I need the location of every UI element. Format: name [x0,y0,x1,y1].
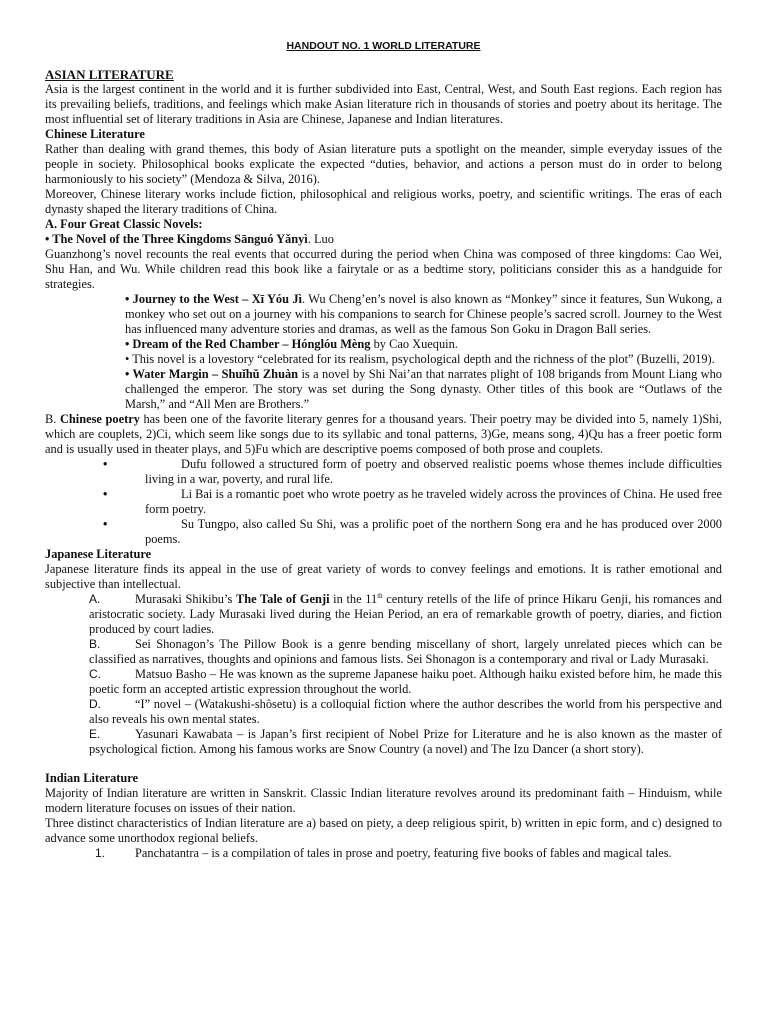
poet-item [103,487,722,517]
asian-literature-heading: ASIAN LITERATURE [45,67,174,82]
novel-journey-west-title: • Journey to the West – Xī Yóu Jì [125,292,302,306]
indian-paragraph-2: Three distinct characteristics of Indian literature are a) based on piety, a deep religious spirit, b) written in epic form, and c) designed to advance some unorthodox regional beliefs. [45,816,722,845]
poetry-prefix: B. [45,412,60,426]
chinese-literature-heading: Chinese Literature [45,127,145,141]
list-marker: A. [89,592,101,606]
chinese-paragraph-1: Rather than dealing with grand themes, this body of Asian literature puts a spotlight on the meander, simple everyday issues of the people in society. Philosophical books explicate the expected “duties, behavior, and actions a person must do in order to belong harmoniously to his society” (Mendoza & Silva, 2016). [45,142,722,186]
japanese-literature-heading: Japanese Literature [45,547,152,561]
list-text: Murasaki Shikibu’s [135,592,236,606]
asian-intro-paragraph: Asia is the largest continent in the world and it is further subdivided into East, Central, West, and South East regions. Each region has its prevailing beliefs, traditions, and feelings which make Asian literature rich in thousands of stories and poetry about its heritage. The most influential set of literary traditions in Asia are Chinese, Japanese and Indian literatures. [45,82,722,126]
tale-of-genji-title: The Tale of Genji [235,592,330,606]
japanese-intro: Japanese literature finds its appeal in the use of great variety of words to convey feelings and emotions. It is rather emotional and subjective than intellectual. [45,562,722,591]
poetry-term: Chinese poetry [59,412,140,426]
bullet-icon: • [103,487,108,501]
japanese-list-item [89,637,722,667]
japanese-list-item [89,667,722,697]
list-text: Matsuo Basho – He was known as the supreme Japanese haiku poet. Although haiku existed before him, he made this poetic form an accepted artistic expression throughout the world. [89,667,722,696]
list-marker: 1. [95,846,106,860]
list-text: Sei Shonagon’s The Pillow Book is a genre bending miscellany of short, largely unrelated pieces which can be classified as narratives, thoughts and opinions and famous lists. Sei Shonagon is a contemporary and rival or Lady Murasaki. [89,637,722,666]
novel-three-kingdoms-author: . Luo [307,232,334,246]
novels-indented-block [125,292,722,412]
poet-item [103,457,722,487]
novel-journey-west [125,292,722,337]
novel-three-kingdoms-title: • The Novel of the Three Kingdoms Sānguó Yǎnyì [45,232,308,246]
list-marker: B. [89,637,101,651]
indian-list-item [95,846,722,861]
novel-three-kingdoms-desc: Guanzhong’s novel recounts the real events that occurred during the period when China was composed of three kingdoms: Cao Wei, Shu Han, and Wu. While children read this book like a fairytale or as a bedtime story, politicians consider this as a handguide for strategies. [45,247,722,291]
novel-red-chamber [125,337,722,352]
spacer [45,757,722,771]
list-text: Panchatantra – is a compilation of tales in prose and poetry, featuring five books of fables and magical tales. [135,846,672,860]
poet-text: Su Tungpo, also called Su Shi, was a prolific poet of the northern Song era and he has produced over 2000 poems. [145,517,722,546]
superscript: th [377,591,383,600]
novel-water-margin [125,367,722,412]
four-novels-heading: A. Four Great Classic Novels: [45,217,203,231]
indian-literature-heading: Indian Literature [45,771,139,785]
japanese-list-item [89,592,722,637]
bullet-icon: • [103,457,108,471]
poet-text: Dufu followed a structured form of poetry and observed realistic poems whose themes include difficulties living in a war, poverty, and rural life. [145,457,722,486]
novel-three-kingdoms [45,232,722,247]
novel-water-margin-desc: is a novel by Shi Nai’an that narrates plight of 108 brigands from Mount Liang who challenged the emperor. The story was set during the Song dynasty. Other titles of this book are “Outlaws of the Marsh,” and “All Men are Brothers.” [125,367,722,411]
list-text: century retells of the life of prince Hikaru Genji, his romances and aristocratic society. Lady Murasaki lived during the Heian Period, an era of remarkable growth of poetry, diaries, and fiction produced by court ladies. [89,592,723,636]
novel-red-chamber-desc: • This novel is a lovestory “celebrated for its realism, psychological depth and the richness of the plot” (Buzelli, 2019). [125,352,715,366]
poet-item [103,517,722,547]
list-text: in the 11 [329,592,378,606]
bullet-icon: • [103,517,108,531]
novel-red-chamber-author: by Cao Xuequin. [370,337,458,351]
list-marker: D. [89,697,101,711]
chinese-paragraph-2: Moreover, Chinese literary works include fiction, philosophical and religious works, poetry, and scientific writings. The eras of each dynasty shaped the literary traditions of China. [45,187,722,216]
japanese-list-item [89,697,722,727]
indian-paragraph-1: Majority of Indian literature are written in Sanskrit. Classic Indian literature revolves around its predominant faith – Hinduism, while modern literature focuses on issues of their nation. [45,786,722,815]
japanese-list-item [89,727,722,757]
document-title: HANDOUT NO. 1 WORLD LITERATURE [286,40,481,52]
poet-text: Li Bai is a romantic poet who wrote poetry as he traveled widely across the provinces of China. He used free form poetry. [145,487,722,516]
list-text: “I” novel – (Watakushi-shôsetu) is a colloquial fiction where the author describes the world from his perspective and also reveals his own mental states. [89,697,722,726]
list-marker: C. [89,667,101,681]
chinese-poetry-paragraph [45,412,722,457]
novel-journey-west-desc: . Wu Cheng’en’s novel is also known as “Monkey” since it features, Sun Wukong, a monkey who set out on a journey with his companions to search for Chinese people’s sacred scroll. Journey to the West has influenced many adventure stories and dramas, as well as the famous Son Goku in Dragon Ball series. [125,292,722,336]
novel-water-margin-title: • Water Margin – Shuǐhǔ Zhuàn [125,367,299,381]
list-text: Yasunari Kawabata – is Japan’s first recipient of Nobel Prize for Literature and he is also known as the master of psychological fiction. Among his famous works are Snow Country (a novel) and The Izu Dancer (a short story). [89,727,722,756]
novel-red-chamber-title: • Dream of the Red Chamber – Hónglóu Mèng [125,337,371,351]
poetry-desc: has been one of the favorite literary genres for a thousand years. Their poetry may be divided into 5, namely 1)Shi, which are couplets, 2)Ci, which seem like songs due to its syllabic and tonal patterns, 3)Ge, means song, 4)Qu has a freer poetic form and is usually used in theater plays, and 5)Fu which are descriptive poems composed of both prose and couplets. [45,412,722,456]
list-marker: E. [89,727,101,741]
